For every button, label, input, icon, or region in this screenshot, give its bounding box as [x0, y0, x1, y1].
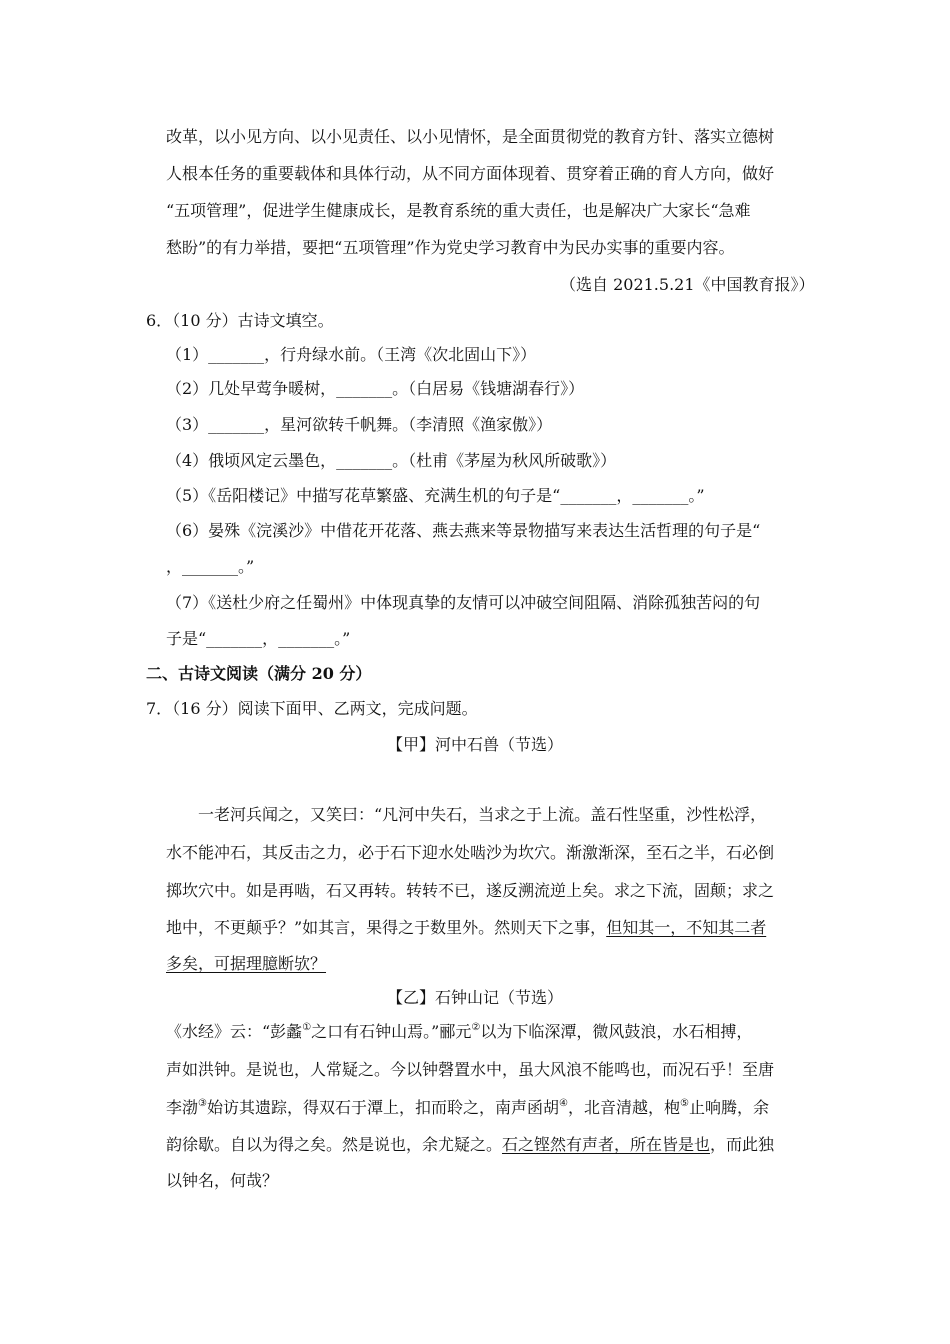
- q6-item-4: （4）俄顷风定云墨色，_______。（杜甫《茅屋为秋风所破歌》）: [166, 451, 617, 470]
- q6-item-7-cont: 子是“_______，_______。”: [166, 629, 351, 648]
- jia-title: 【甲】河中石兽（节选）: [386, 735, 563, 754]
- jia-line-5: [166, 953, 326, 975]
- yi-line-1-c: 以为下临深潭，微风鼓浪，水石相搏，: [480, 1022, 753, 1041]
- yi-title: [0, 987, 950, 1009]
- yi-line-1-b: 之口有石钟山焉。”郦元: [311, 1022, 472, 1041]
- intro-line-2: 人根本任务的重要载体和具体行动，从不同方面体现着、贯穿着正确的育人方向，做好: [166, 164, 775, 183]
- yi-line-5: 以钟名，何哉？: [166, 1171, 279, 1190]
- jia-line-4-text: 地中，不更颠乎？”如其言，果得之于数里外。然则天下之事，: [166, 918, 607, 937]
- yi-title-text: 【乙】石钟山记（节选）: [386, 988, 563, 1007]
- q6-item-6: （6）晏殊《浣溪沙》中借花开花落、燕去燕来等景物描写来表达生活哲理的句子是“: [166, 521, 761, 540]
- yi-line-1-a: 《水经》云：“彭蠡: [166, 1022, 303, 1041]
- q6-title: 6．（10 分）古诗文填空。: [146, 311, 334, 330]
- yi-line-2: 声如洪钟。是说也，人常疑之。今以钟磬置水中，虽大风浪不能鸣也，而况石乎！至唐: [166, 1060, 775, 1079]
- q6-item-3: （3）_______，星河欲转千帆舞。（李清照《渔家傲》）: [166, 415, 553, 434]
- section2-title: 二、古诗文阅读（满分 20 分）: [146, 664, 372, 683]
- yi-line-3-b: 始访其遗踪，得双石于潭上，扣而聆之，南声函胡: [206, 1098, 559, 1117]
- footnote-marker-4: ④: [559, 1098, 568, 1109]
- intro-source: （选自 2021.5.21《中国教育报》）: [560, 275, 815, 294]
- yi-line-4-b: ，而此独: [710, 1135, 775, 1154]
- q6-item-2: （2）几处早莺争暖树，_______。（白居易《钱塘湖春行》）: [166, 379, 585, 398]
- q6-item-1: （1）_______，行舟绿水前。（王湾《次北固山下》）: [166, 345, 537, 364]
- yi-line-3-a: 李渤: [166, 1098, 199, 1117]
- yi-line-4-a: 韵徐歇。自以为得之矣。然是说也，余尤疑之。: [166, 1135, 503, 1154]
- yi-line-3: [166, 1097, 769, 1119]
- jia-line-4: [166, 917, 766, 939]
- intro-line-4: 愁盼”的有力举措，要把“五项管理”作为党史学习教育中为民办实事的重要内容。: [166, 238, 735, 257]
- intro-line-1: 改革，以小见方向、以小见责任、以小见情怀，是全面贯彻党的教育方针、落实立德树: [166, 127, 775, 146]
- yi-line-3-c: ，北音清越，枹: [567, 1098, 680, 1117]
- jia-line-2: 水不能冲石，其反击之力，必于石下迎水处啮沙为坎穴。渐激渐深，至石之半，石必倒: [166, 843, 775, 862]
- q6-item-5: （5）《岳阳楼记》中描写花草繁盛、充满生机的句子是“_______，_______。”: [166, 486, 705, 505]
- footnote-marker-3: ③: [198, 1098, 207, 1109]
- yi-underlined-sentence: 石之铿然有声者，所在皆是也: [502, 1135, 711, 1154]
- footnote-marker-2: ②: [471, 1022, 481, 1033]
- footnote-marker-1: ①: [302, 1022, 312, 1033]
- yi-line-4: [166, 1134, 774, 1156]
- yi-line-1: [166, 1021, 752, 1043]
- intro-line-3: “五项管理”，促进学生健康成长，是教育系统的重大责任，也是解决广大家长“急难: [166, 201, 751, 220]
- q7-title: 7．（16 分）阅读下面甲、乙两文，完成问题。: [146, 699, 478, 718]
- yi-line-3-d: 止响腾，余: [688, 1098, 769, 1117]
- q6-item-6-cont: ，_______。”: [166, 557, 255, 576]
- jia-underlined-sentence-2: 多矣，可据理臆断欤？: [166, 954, 327, 973]
- jia-underlined-sentence-1: 但知其一，不知其二者: [606, 918, 767, 937]
- q6-item-7: （7）《送杜少府之任蜀州》中体现真挚的友情可以冲破空间阻隔、消除孤独苦闷的句: [166, 593, 761, 612]
- jia-line-1: 一老河兵闻之，又笑曰：“凡河中失石，当求之于上流。盖石性坚重，沙性松浮，: [198, 805, 767, 824]
- jia-line-3: 掷坎穴中。如是再啮，石又再转。转转不已，遂反溯流逆上矣。求之下流，固颠；求之: [166, 881, 775, 900]
- footnote-marker-5: ⑤: [679, 1098, 689, 1109]
